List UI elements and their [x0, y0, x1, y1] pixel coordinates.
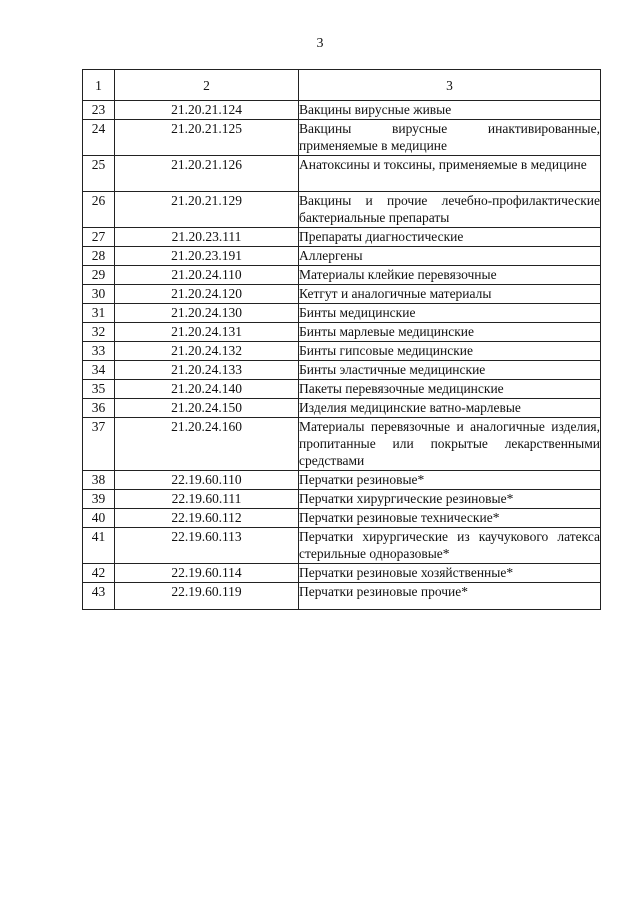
table-row: [83, 156, 601, 192]
row-name: Перчатки хирургические резиновые*: [299, 490, 601, 509]
row-code: 22.19.60.111: [115, 490, 299, 509]
table-row: [83, 583, 601, 610]
table-row: [83, 471, 601, 490]
row-number: 36: [83, 399, 115, 418]
row-code: 21.20.23.111: [115, 228, 299, 247]
row-number: 29: [83, 266, 115, 285]
row-code: 21.20.24.150: [115, 399, 299, 418]
row-code: 22.19.60.110: [115, 471, 299, 490]
table-row: [83, 247, 601, 266]
row-name: Бинты марлевые медицинские: [299, 323, 601, 342]
table-header-row: [83, 70, 601, 101]
row-number: 31: [83, 304, 115, 323]
row-name: Перчатки резиновые*: [299, 471, 601, 490]
row-code: 22.19.60.112: [115, 509, 299, 528]
row-code: 21.20.21.124: [115, 101, 299, 120]
codes-table: [82, 69, 601, 610]
row-name: Анатоксины и токсины, применяемые в медицине: [299, 156, 601, 192]
row-code: 21.20.24.140: [115, 380, 299, 399]
row-code: 21.20.24.131: [115, 323, 299, 342]
row-number: 38: [83, 471, 115, 490]
row-code: 21.20.24.120: [115, 285, 299, 304]
row-name: Бинты медицинские: [299, 304, 601, 323]
row-number: 23: [83, 101, 115, 120]
row-code: 21.20.21.126: [115, 156, 299, 192]
table-row: [83, 304, 601, 323]
header-col-2: 2: [115, 70, 299, 101]
row-name: Бинты гипсовые медицинские: [299, 342, 601, 361]
row-name: Вакцины вирусные живые: [299, 101, 601, 120]
row-number: 25: [83, 156, 115, 192]
row-code: 21.20.24.132: [115, 342, 299, 361]
row-number: 24: [83, 120, 115, 156]
table-row: [83, 564, 601, 583]
row-number: 26: [83, 192, 115, 228]
row-code: 22.19.60.113: [115, 528, 299, 564]
table-row: [83, 266, 601, 285]
row-code: 21.20.24.130: [115, 304, 299, 323]
row-number: 32: [83, 323, 115, 342]
row-name: Бинты эластичные медицинские: [299, 361, 601, 380]
row-name: Изделия медицинские ватно-марлевые: [299, 399, 601, 418]
row-number: 35: [83, 380, 115, 399]
row-number: 37: [83, 418, 115, 471]
row-name: Материалы перевязочные и аналогичные изделия, пропитанные или покрытые лекарственными средствами: [299, 418, 601, 471]
table-row: [83, 342, 601, 361]
table-row: [83, 509, 601, 528]
table-row: [83, 101, 601, 120]
table-row: [83, 192, 601, 228]
row-name: Перчатки резиновые технические*: [299, 509, 601, 528]
header-col-1: 1: [83, 70, 115, 101]
row-number: 42: [83, 564, 115, 583]
row-number: 43: [83, 583, 115, 610]
row-code: 22.19.60.119: [115, 583, 299, 610]
row-name: Вакцины вирусные инактивированные, применяемые в медицине: [299, 120, 601, 156]
row-number: 28: [83, 247, 115, 266]
row-code: 21.20.24.110: [115, 266, 299, 285]
table-row: [83, 528, 601, 564]
row-number: 33: [83, 342, 115, 361]
row-name: Препараты диагностические: [299, 228, 601, 247]
row-name: Перчатки резиновые хозяйственные*: [299, 564, 601, 583]
table-row: [83, 399, 601, 418]
table-row: [83, 285, 601, 304]
table-row: [83, 323, 601, 342]
row-number: 30: [83, 285, 115, 304]
row-name: Вакцины и прочие лечебно-профилактические бактериальные препараты: [299, 192, 601, 228]
table-row: [83, 380, 601, 399]
table-row: [83, 418, 601, 471]
row-name: Кетгут и аналогичные материалы: [299, 285, 601, 304]
row-number: 40: [83, 509, 115, 528]
row-number: 34: [83, 361, 115, 380]
header-col-3: 3: [299, 70, 601, 101]
row-code: 21.20.24.160: [115, 418, 299, 471]
row-code: 21.20.23.191: [115, 247, 299, 266]
row-name: Аллергены: [299, 247, 601, 266]
row-name: Перчатки резиновые прочие*: [299, 583, 601, 610]
row-code: 22.19.60.114: [115, 564, 299, 583]
row-name: Перчатки хирургические из каучукового латекса стерильные одноразовые*: [299, 528, 601, 564]
page-number: 3: [316, 36, 324, 51]
row-number: 39: [83, 490, 115, 509]
table-row: [83, 490, 601, 509]
row-name: Пакеты перевязочные медицинские: [299, 380, 601, 399]
row-name: Материалы клейкие перевязочные: [299, 266, 601, 285]
row-code: 21.20.24.133: [115, 361, 299, 380]
table-row: [83, 228, 601, 247]
row-code: 21.20.21.129: [115, 192, 299, 228]
table-row: [83, 120, 601, 156]
row-code: 21.20.21.125: [115, 120, 299, 156]
row-number: 27: [83, 228, 115, 247]
row-number: 41: [83, 528, 115, 564]
table-row: [83, 361, 601, 380]
